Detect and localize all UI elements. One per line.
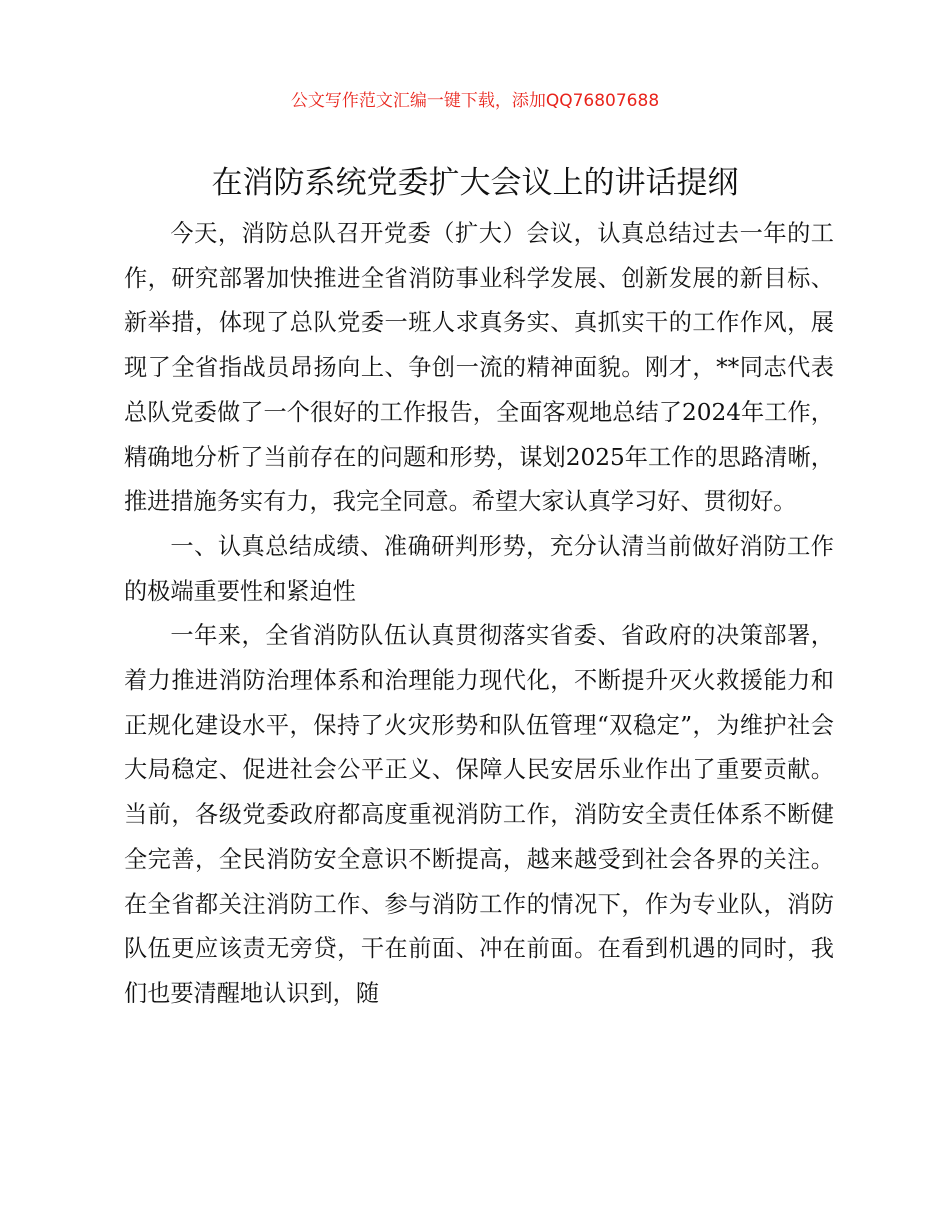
paragraph-section-1: 一年来，全省消防队伍认真贯彻落实省委、省政府的决策部署，着力推进消防治理体系和治理能力现代化，不断提升灭火救援能力和正规化建设水平，保持了火灾形势和队伍管理“双稳定”，为维护社会大局稳定、促进社会公平正义、保障人民安居乐业作出了重要贡献。当前，各级党委政府都高度重视消防工作，消防安全责任体系不断健全完善，全民消防安全意识不断提高，越来越受到社会各界的关注。在全省都关注消防工作、参与消防工作的情况下，作为专业队，消防队伍更应该责无旁贷，干在前面、冲在前面。在看到机遇的同时，我们也要清醒地认识到，随 bbox=[124, 622, 834, 1007]
page-title: 在消防系统党委扩大会议上的讲话提纲 bbox=[211, 165, 739, 201]
document-body bbox=[124, 212, 834, 1017]
paragraph-opening: 今天，消防总队召开党委（扩大）会议，认真总结过去一年的工作，研究部署加快推进全省消防事业科学发展、创新发展的新目标、新举措，体现了总队党委一班人求真务实、真抓实干的工作作风，展现了全省指战员昂扬向上、争创一流的精神面貌。刚才，**同志代表总队党委做了一个很好的工作报告，全面客观地总结了2024年工作，精确地分析了当前存在的问题和形势，谋划2025年工作的思路清晰，推进措施务实有力，我完全同意。希望大家认真学习好、贯彻好。 bbox=[124, 220, 834, 516]
header-download-note: 公文写作范文汇编一键下载，添加QQ76807688 bbox=[290, 91, 660, 111]
section-heading-1: 一、认真总结成绩、准确研判形势，充分认清当前做好消防工作的极端重要性和紧迫性 bbox=[124, 532, 834, 605]
